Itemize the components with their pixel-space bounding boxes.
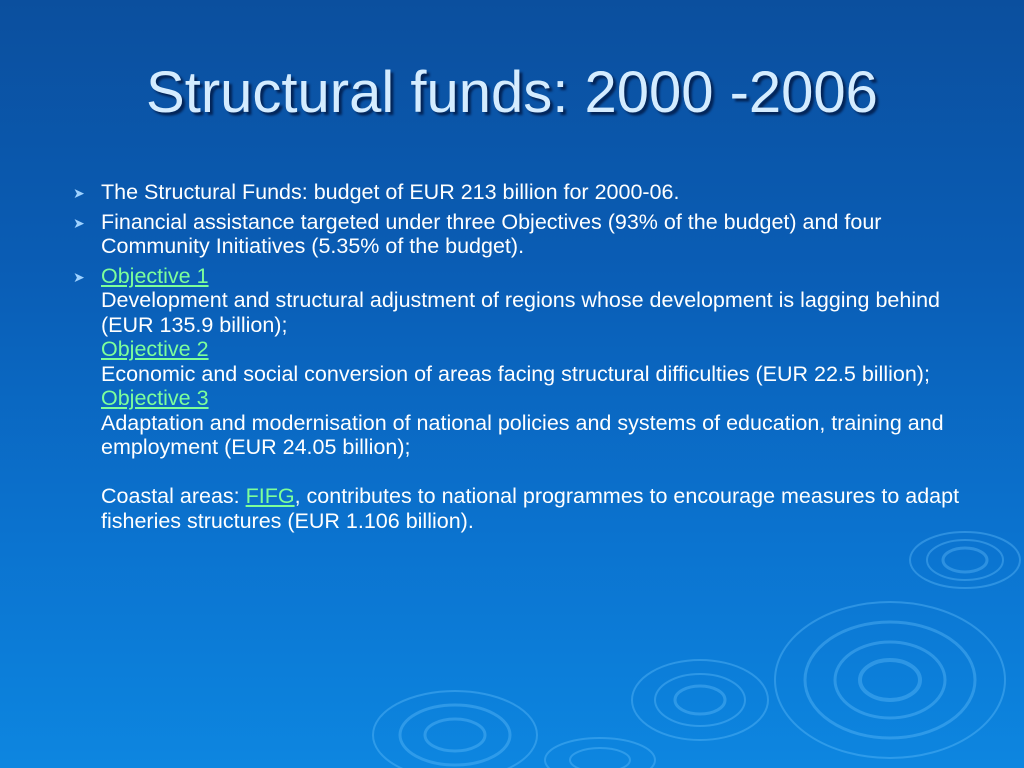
blank-line	[101, 460, 970, 485]
objective-1-description: Development and structural adjustment of regions whose development is lagging behind (EUR 135.9 billion);	[101, 288, 941, 337]
bullet-financial-assistance	[70, 210, 970, 259]
objective-2-link[interactable]: Objective 2	[101, 337, 209, 361]
objective-3-description: Adaptation and modernisation of national policies and systems of education, training and employment (EUR 24.05 billion);	[101, 410, 944, 459]
arrowhead-bullet-icon: ➤	[73, 185, 85, 201]
slide-body	[70, 180, 970, 538]
bullet-budget	[70, 180, 970, 205]
objective-1-link[interactable]: Objective 1	[101, 263, 209, 288]
arrowhead-bullet-icon: ➤	[73, 268, 85, 285]
coastal-prefix: Coastal areas:	[101, 484, 246, 508]
coastal-areas-text	[101, 484, 970, 533]
objective-3-link[interactable]: Objective 3	[101, 386, 209, 410]
fifg-link[interactable]: FIFG	[245, 484, 295, 508]
arrowhead-bullet-icon: ➤	[73, 214, 85, 231]
slide-title: Structural funds: 2000 -2006	[146, 60, 878, 125]
bullet-objectives	[70, 264, 970, 534]
bullet-text: The Structural Funds: budget of EUR 213 billion for 2000-06.	[101, 180, 680, 204]
bullet-text: Financial assistance targeted under three Objectives (93% of the budget) and four Community Initiatives (5.35% of the budget).	[101, 209, 882, 258]
objective-2-description: Economic and social conversion of areas facing structural difficulties (EUR 22.5 billion);	[101, 361, 930, 386]
coastal-suffix: , contributes to national programmes to encourage measures to adapt fisheries structures (EUR 1.106 billion).	[101, 484, 960, 533]
